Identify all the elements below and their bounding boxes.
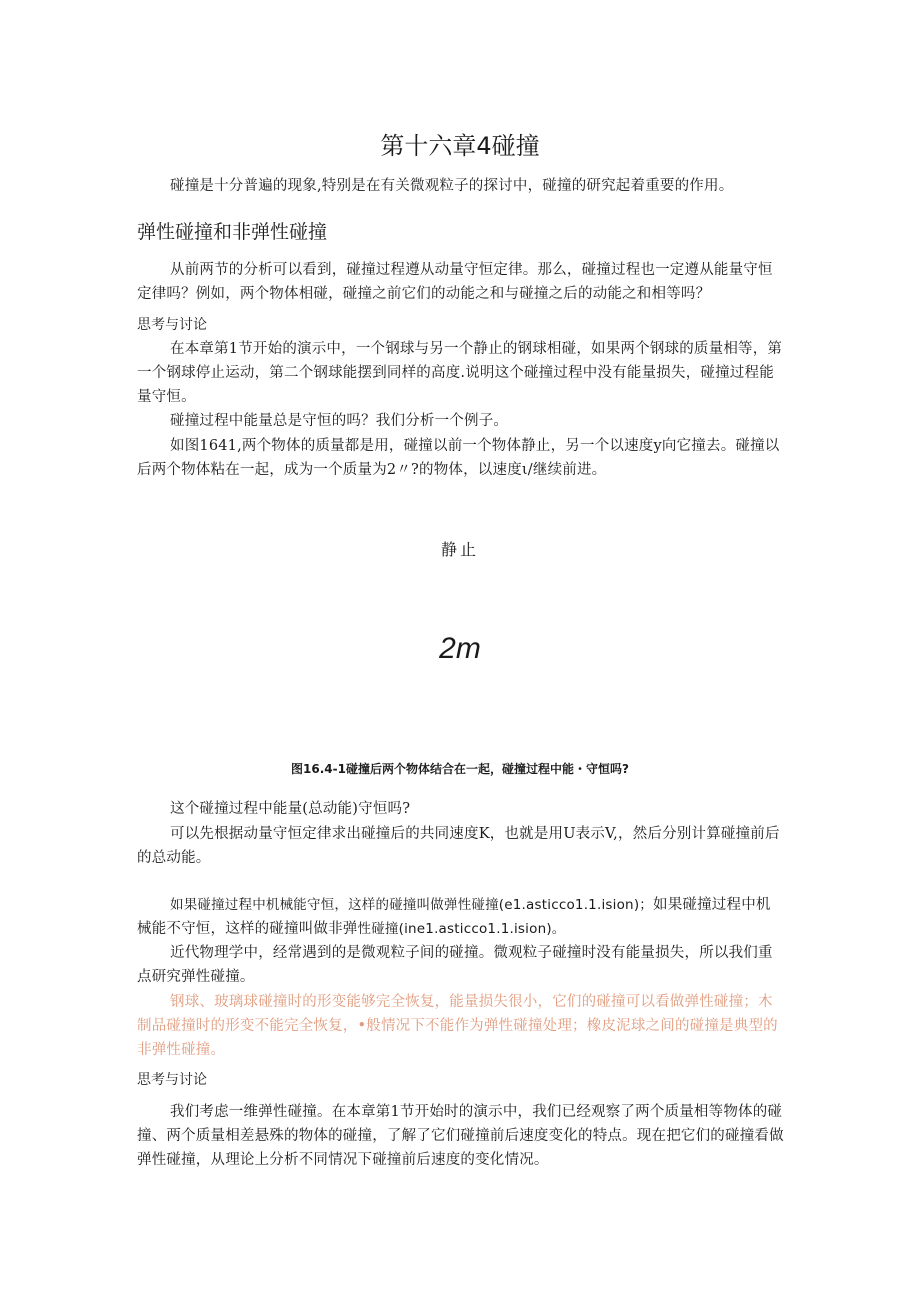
section-heading: 弹性碰撞和非弹性碰撞 [137, 221, 328, 243]
figure-mass-label: 2m [439, 632, 481, 665]
paragraph-momentum-method: 可以先根据动量守恒定律求出碰撞后的共同速度K，也就是用U表示V,，然后分别计算碰撞前后的总动能。 [137, 826, 780, 866]
elastic-definition-text: 如果碰撞过程中机械能守恒，这样的碰撞叫做弹性碰撞(e1.asticco1.1.ision)； [170, 897, 653, 913]
paragraph-elastic-definition [137, 893, 785, 941]
note-paragraph-collision-examples: 钢球、玻璃球碰撞时的形变能够完全恢复，能量损失很小，它们的碰撞可以看做弹性碰撞；木制品碰撞时的形变不能完全恢复，•般情况下不能作为弹性碰撞处理；橡皮泥球之间的碰撞是典型的非弹性碰撞。 [137, 994, 778, 1058]
discussion-heading-2: 思考与讨论 [137, 1072, 207, 1088]
figure-static-label: 静止 [440, 540, 479, 559]
paragraph-one-dimensional-elastic: 我们考虑一维弹性碰撞。在本章第1节开始时的演示中，我们已经观察了两个质量相等物体的碰撞、两个质量相差悬殊的物体的碰撞，了解了它们碰撞前后速度变化的特点。现在把它们的碰撞看做弹性碰撞，从理论上分析不同情况下碰撞前后速度的变化情况。 [137, 1104, 784, 1168]
paragraph-steel-ball-demo: 在本章第1节开始的演示中，一个钢球与另一个静止的钢球相碰，如果两个钢球的质量相等，第一个钢球停止运动，第二个钢球能摆到同样的高度.说明这个碰撞过程中没有能量损失，碰撞过程能量守恒。 [137, 341, 783, 405]
discussion-heading: 思考与讨论 [137, 317, 207, 333]
paragraph-energy-question: 从前两节的分析可以看到，碰撞过程遵从动量守恒定律。那么，碰撞过程也一定遵从能量守恒定律吗？例如，两个物体相碰，碰撞之前它们的动能之和与碰撞之后的动能之和相等吗？ [137, 262, 773, 302]
paragraph-figure-description: 如图1641,两个物体的质量都是用，碰撞以前一个物体静止，另一个以速度y向它撞去。碰撞以后两个物体粘在一起，成为一个质量为2〃?的物体，以速度ι/继续前进。 [137, 438, 780, 478]
inelastic-definition-text: 如果碰撞过程中机械能不守恒，这样的碰撞叫做非弹 [137, 897, 771, 937]
paragraph-example-intro: 碰撞过程中能量总是守恒的吗？我们分析一个例子。 [170, 413, 509, 429]
inelastic-term-text: 性碰撞(ine1.asticco1.1.ision)。 [357, 921, 566, 937]
page-title: 第十六章4碰撞 [380, 132, 540, 160]
figure-caption: 图16.4-1碰撞后两个物体结合在一起，碰撞过程中能・守恒吗? [291, 762, 629, 776]
intro-paragraph: 碰撞是十分普遍的现象,特别是在有关微观粒子的探讨中，碰撞的研究起着重要的作用。 [170, 178, 734, 194]
paragraph-microscopic-collisions: 近代物理学中，经常遇到的是微观粒子间的碰撞。微观粒子碰撞时没有能量损失，所以我们重点研究弹性碰撞。 [137, 945, 773, 985]
paragraph-energy-conserved-question: 这个碰撞过程中能量(总动能)守恒吗? [170, 801, 411, 817]
